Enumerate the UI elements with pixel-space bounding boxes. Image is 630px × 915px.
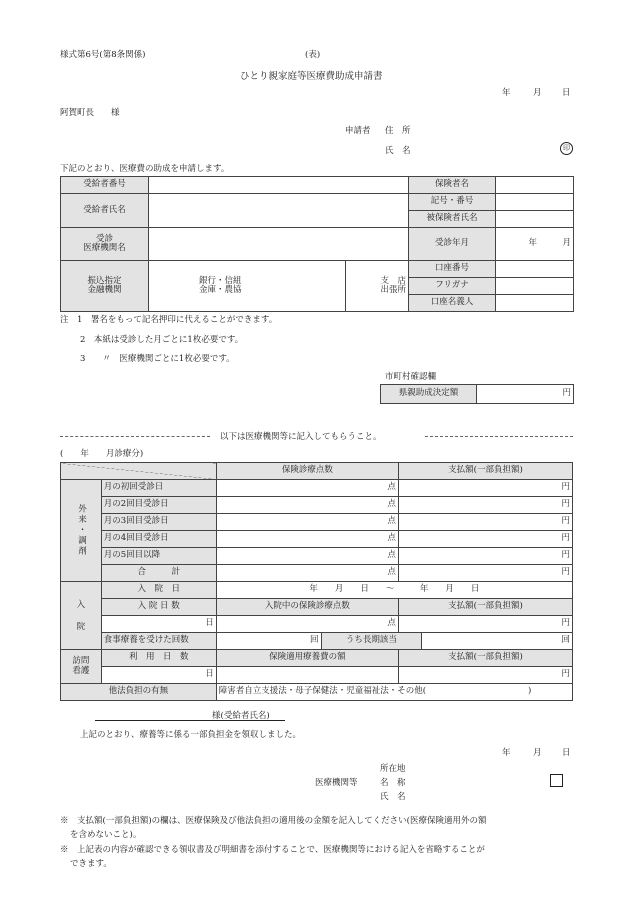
insured-name-field[interactable] — [496, 211, 574, 228]
insurer-name-label: 保険者名 — [409, 177, 496, 194]
note-1: 注 1 署名をもって記名押印に代えることができます。 — [60, 315, 278, 325]
inpatient-payment-header: 支払額(一部負担額) — [398, 599, 572, 616]
insurer-name-field[interactable] — [496, 177, 574, 194]
admission-days-label: 入 院 日 数 — [101, 599, 216, 616]
branch-type-2: 出張所 — [380, 285, 406, 295]
outpatient-total-payment[interactable]: 円 — [398, 565, 572, 582]
institution-label-1: 受診 — [95, 233, 113, 244]
admission-date-range[interactable]: 年 月 日 ～ 年 月 日 — [216, 582, 572, 599]
outpatient-row-2-payment[interactable]: 円 — [398, 497, 572, 514]
furigana-field[interactable] — [496, 278, 574, 295]
outpatient-row-1-points[interactable]: 点 — [216, 480, 398, 497]
date-month: 月 — [533, 88, 542, 98]
municipal-confirm-label: 市町村確認欄 — [385, 372, 437, 382]
institution-label-2: 医療機関名 — [83, 243, 126, 253]
receipt-date-month: 月 — [533, 748, 542, 758]
nursing-payment-header: 支払額(一部負担額) — [398, 650, 572, 667]
account-number-field[interactable] — [496, 261, 574, 278]
outpatient-row-1-payment[interactable]: 円 — [398, 480, 572, 497]
visit-month-unit: 月 — [562, 238, 571, 249]
treatment-period: ( 年 月診療分) — [60, 449, 144, 459]
institution-label: 医療機関等 — [315, 778, 358, 788]
symbol-number-field[interactable] — [496, 194, 574, 211]
bank-type-1: 銀行・信組 — [199, 275, 242, 286]
outpatient-label: 外来・調剤 — [61, 480, 102, 582]
inpatient-label-2: 院 — [76, 621, 86, 632]
date-year: 年 — [502, 88, 511, 98]
receipt-date-day: 日 — [562, 748, 571, 758]
admission-days-field[interactable]: 日 — [101, 616, 216, 633]
note-2: 2 本紙は受診した月ごとに1枚必要です。 — [80, 335, 244, 345]
outpatient-row-5-points[interactable]: 点 — [216, 548, 398, 565]
receipt-statement: 上記のとおり、療養等に係る一部負担金を領収しました。 — [80, 730, 302, 740]
address-label: 住 所 — [385, 126, 411, 136]
institution-name-label: 名 称 — [380, 778, 406, 788]
outpatient-row-5-label: 月の5回目以降 — [101, 548, 216, 565]
nursing-payment-field[interactable]: 円 — [398, 667, 572, 684]
decision-amount-yen[interactable]: 円 — [477, 385, 574, 404]
recipient-name-field[interactable] — [149, 194, 409, 228]
visit-year-unit: 年 — [528, 238, 537, 249]
recipient-suffix: 様(受給者氏名) — [212, 711, 270, 721]
account-holder-label: 口座名義人 — [409, 295, 496, 312]
seal-icon: 印 — [560, 142, 573, 155]
medical-cost-table — [60, 462, 573, 701]
note-3: 3 〃 医療機関ごとに1枚必要です。 — [80, 354, 235, 364]
usage-days-field[interactable]: 日 — [101, 667, 216, 684]
outpatient-row-4-points[interactable]: 点 — [216, 531, 398, 548]
inpatient-label-1: 入 — [76, 599, 86, 610]
intro-text: 下記のとおり、医療費の助成を申請します。 — [60, 164, 230, 174]
divider-left — [60, 436, 210, 437]
inpatient-points-field[interactable]: 点 — [216, 616, 398, 633]
divider-text: 以下は医療機関等に記入してもらうこと。 — [220, 432, 382, 442]
account-number-label: 口座番号 — [409, 261, 496, 278]
transfer-bank-label-1: 振込指定 — [87, 275, 122, 286]
outpatient-row-5-payment[interactable]: 円 — [398, 548, 572, 565]
date-day: 日 — [562, 88, 571, 98]
institution-field[interactable] — [149, 228, 409, 261]
other-laws-options[interactable]: 障害者自立支援法・母子保健法・児童福祉法・その他( ) — [216, 684, 572, 701]
nursing-fee-field[interactable] — [216, 667, 398, 684]
outpatient-row-3-points[interactable]: 点 — [216, 514, 398, 531]
footnote-2-cont: できます。 — [70, 859, 112, 869]
visiting-label-1: 訪問 — [72, 656, 90, 667]
footnote-1: ※ 支払額(一部負担額)の欄は、医療保険及び他法負担の適用後の金額を記入してください(医療保険適用外の額 — [60, 816, 487, 826]
recipient-name-label: 受給者氏名 — [61, 194, 149, 228]
addressee: 阿賀町長 様 — [60, 108, 120, 118]
applicant-info-table — [60, 176, 574, 312]
outpatient-total-label: 合 計 — [101, 565, 216, 582]
outpatient-row-3-payment[interactable]: 円 — [398, 514, 572, 531]
bank-type-2: 金庫・農協 — [199, 285, 242, 295]
other-burden-label: 他法負担の有無 — [61, 684, 217, 701]
long-term-field[interactable]: 回 — [422, 633, 573, 650]
branch-type-1: 支 店 — [380, 275, 406, 286]
insured-name-label: 被保険者氏名 — [409, 211, 496, 228]
outpatient-row-4-label: 月の4回目受診日 — [101, 531, 216, 548]
receipt-date-year: 年 — [502, 748, 511, 758]
header-diagonal — [61, 463, 217, 480]
recipient-number-field[interactable] — [149, 177, 409, 194]
col-payment-header: 支払額(一部負担額) — [398, 463, 572, 480]
footnote-2: ※ 上記表の内容が確認できる領収書及び明細書を添付することで、医療機関等における記入を省略することが — [60, 845, 485, 855]
form-number: 様式第6号(第8条関係) — [60, 50, 146, 60]
long-term-label: うち長期該当 — [321, 633, 422, 650]
nursing-fee-header: 保険適用療養費の額 — [216, 650, 398, 667]
outpatient-total-points[interactable]: 点 — [216, 565, 398, 582]
outpatient-row-2-label: 月の2回目受診日 — [101, 497, 216, 514]
divider-right — [425, 436, 573, 437]
municipal-confirm-table — [380, 384, 574, 404]
outpatient-row-2-points[interactable]: 点 — [216, 497, 398, 514]
furigana-label: フリガナ — [409, 278, 496, 295]
meal-count-field[interactable]: 回 — [216, 633, 321, 650]
page-title: ひとり親家庭等医療費助成申請書 — [240, 71, 383, 82]
applicant-label: 申請者 — [345, 126, 371, 136]
name-label: 氏 名 — [385, 146, 411, 156]
usage-days-label: 利 用 日 数 — [101, 650, 216, 667]
form-side: (表) — [305, 50, 321, 60]
account-holder-field[interactable] — [496, 295, 574, 312]
outpatient-row-1-label: 月の初回受診日 — [101, 480, 216, 497]
visit-month-label: 受診年月 — [409, 228, 496, 261]
transfer-bank-label-2: 金融機関 — [87, 285, 122, 295]
inpatient-points-header: 入院中の保険診療点数 — [216, 599, 398, 616]
outpatient-row-4-payment[interactable]: 円 — [398, 531, 572, 548]
location-label: 所在地 — [380, 764, 406, 774]
recipient-number-label: 受給者番号 — [61, 177, 149, 194]
footnote-1-cont: を含めないこと)。 — [70, 830, 142, 840]
person-name-label: 氏 名 — [380, 792, 406, 802]
meal-count-label: 食事療養を受けた回数 — [101, 633, 216, 650]
decision-amount-label: 県親助成決定額 — [381, 385, 477, 404]
seal-box-icon[interactable] — [550, 774, 563, 787]
symbol-number-label: 記号・番号 — [409, 194, 496, 211]
admission-date-label: 入 院 日 — [101, 582, 216, 599]
outpatient-row-3-label: 月の3回目受診日 — [101, 514, 216, 531]
col-points-header: 保険診療点数 — [216, 463, 398, 480]
visiting-label-2: 看護 — [72, 665, 90, 676]
inpatient-payment-field[interactable]: 円 — [398, 616, 572, 633]
